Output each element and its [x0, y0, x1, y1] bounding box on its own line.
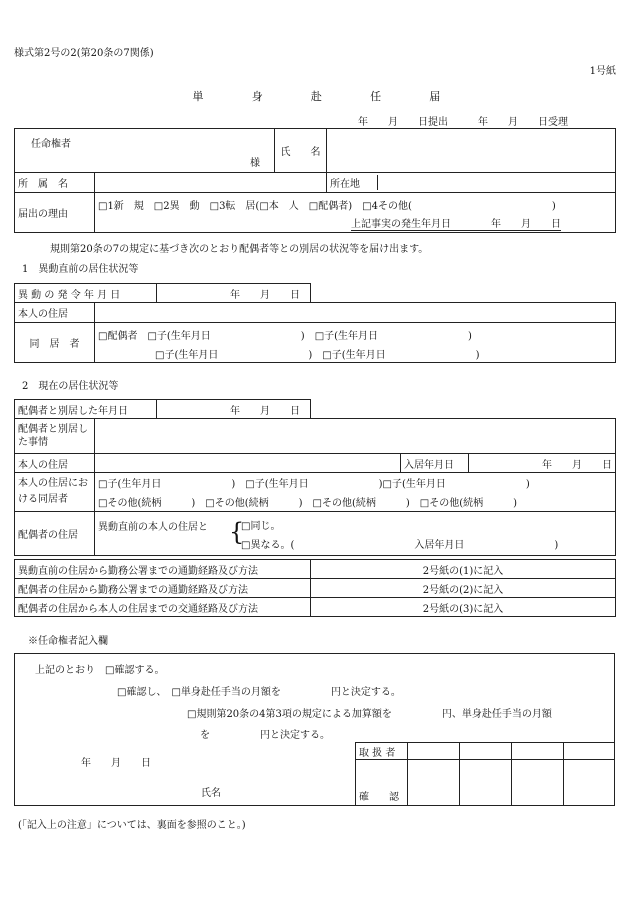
location-field[interactable]: [378, 175, 616, 190]
approval-line1[interactable]: 上記のとおり □確認する。: [35, 665, 165, 676]
different-option[interactable]: □異なる。( 入居年月日 ): [241, 540, 559, 551]
current-cohab-line2[interactable]: □その他(続柄 ) □その他(続柄 ) □その他(続柄 ) □その他(続柄 ): [98, 498, 518, 509]
handler-slot[interactable]: [408, 743, 460, 760]
route2-label: 配偶者の住居から勤務公署までの通勤経路及び方法: [15, 579, 311, 598]
circumstances-field[interactable]: [95, 419, 616, 454]
title-char: 任: [370, 90, 382, 103]
appointer-section-heading: ※任命権者記入欄: [28, 636, 108, 647]
spouse-address-label: 配偶者の住居: [15, 512, 95, 556]
intro-text: 規則第20条の7の規定に基づき次のとおり配偶者等との別居の状況等を届け出ます。: [50, 244, 429, 255]
section1-heading: 1 異動直前の居住状況等: [22, 264, 139, 275]
order-date-table: [14, 283, 311, 303]
sheet-label: 1号紙: [589, 66, 616, 77]
current-own-address-field[interactable]: [95, 454, 401, 473]
approval-date[interactable]: 年 月 日: [81, 758, 151, 769]
occurrence-date[interactable]: 上記事実の発生年月日 年 月 日: [351, 215, 561, 231]
confirm-slot[interactable]: [564, 760, 615, 805]
appointer-cell[interactable]: [15, 129, 275, 173]
prior-own-address-label: 本人の住居: [15, 303, 95, 323]
page-title: [170, 88, 463, 104]
approval-line4[interactable]: を 円と決定する。: [200, 730, 330, 741]
route3-value: 2号紙の(3)に記入: [311, 598, 616, 617]
route1-value: 2号紙の(1)に記入: [311, 560, 616, 579]
current-cohab-line1[interactable]: □子(生年月日 ) □子(生年月日 )□子(生年月日 ): [98, 479, 530, 490]
same-option[interactable]: □同じ。: [241, 521, 281, 532]
affiliation-field[interactable]: [95, 173, 327, 193]
submission-date-line: 年 月 日提出 年 月 日受理: [358, 117, 568, 128]
move-in-label: 入居年月日: [401, 454, 469, 473]
cohabitants-label: 同 居 者: [15, 323, 95, 363]
title-char: 赴: [310, 90, 322, 103]
title-char: 届: [429, 90, 441, 103]
circumstances-label: 配偶者と別居した事情: [15, 419, 95, 454]
current-cohab-label: 本人の住居における同居者: [15, 473, 95, 512]
name-field[interactable]: [327, 129, 616, 173]
cohabitants-line2[interactable]: □子(生年月日 ) □子(生年月日 ): [155, 349, 480, 361]
handler-slot[interactable]: [512, 743, 564, 760]
route1-label: 異動直前の住居から勤務公署までの通勤経路及び方法: [15, 560, 311, 579]
separate-date-field[interactable]: 年 月 日: [157, 400, 311, 419]
confirm-label: 確 認: [356, 760, 408, 805]
order-date-label: 異 動 の 発 令 年 月 日: [15, 284, 157, 303]
handler-slot[interactable]: [460, 743, 512, 760]
form-number: 様式第2号の2(第20条の7関係): [14, 48, 154, 59]
separate-date-label: 配偶者と別居した年月日: [15, 400, 157, 419]
prior-own-address-field[interactable]: [95, 303, 616, 323]
current-own-address-label: 本人の住居: [15, 454, 95, 473]
sama-label: 様: [250, 158, 260, 169]
location-label: 所在地: [327, 175, 378, 190]
separate-date-table: [14, 399, 311, 419]
order-date-field[interactable]: 年 月 日: [157, 284, 311, 303]
spouse-prefix: 異動直前の本人の住居と: [98, 522, 208, 533]
title-char: 単: [192, 90, 204, 103]
section2-heading: 2 現在の居住状況等: [22, 381, 119, 392]
handler-label: 取 扱 者: [356, 743, 408, 760]
confirm-slot[interactable]: [460, 760, 512, 805]
move-in-field[interactable]: 年 月 日: [469, 454, 616, 473]
approver-name-label: 氏名: [201, 788, 221, 799]
approval-line2[interactable]: □確認し、 □単身赴任手当の月額を 円と決定する。: [117, 687, 401, 698]
route2-value: 2号紙の(2)に記入: [311, 579, 616, 598]
reason-options[interactable]: □1新 規 □2異 動 □3転 居(□本 人 □配偶者) □4その他( ): [98, 201, 556, 212]
cohabitants-line1[interactable]: □配偶者 □子(生年月日 ) □子(生年月日 ): [98, 330, 472, 342]
applicant-table: [14, 128, 616, 233]
brace-icon: {: [229, 518, 245, 546]
current-residence-table: [14, 418, 616, 556]
handler-slot[interactable]: [564, 743, 615, 760]
affiliation-label: 所 属 名: [15, 173, 95, 193]
title-char: 身: [251, 90, 263, 103]
reason-label: 届出の理由: [15, 193, 95, 233]
handler-table: [355, 742, 615, 805]
appointer-label: 任命権者: [31, 139, 71, 150]
routes-table: [14, 559, 616, 617]
approval-line3[interactable]: □規則第20条の4第3項の規定による加算額を 円、単身赴任手当の月額: [187, 709, 552, 720]
route3-label: 配偶者の住居から本人の住居までの交通経路及び方法: [15, 598, 311, 617]
confirm-slot[interactable]: [512, 760, 564, 805]
confirm-slot[interactable]: [408, 760, 460, 805]
name-label: 氏 名: [275, 129, 327, 173]
appointer-box: [14, 653, 615, 806]
footer-note: (「記入上の注意」については、裏面を参照のこと。): [18, 820, 246, 831]
prior-residence-table: [14, 302, 616, 363]
